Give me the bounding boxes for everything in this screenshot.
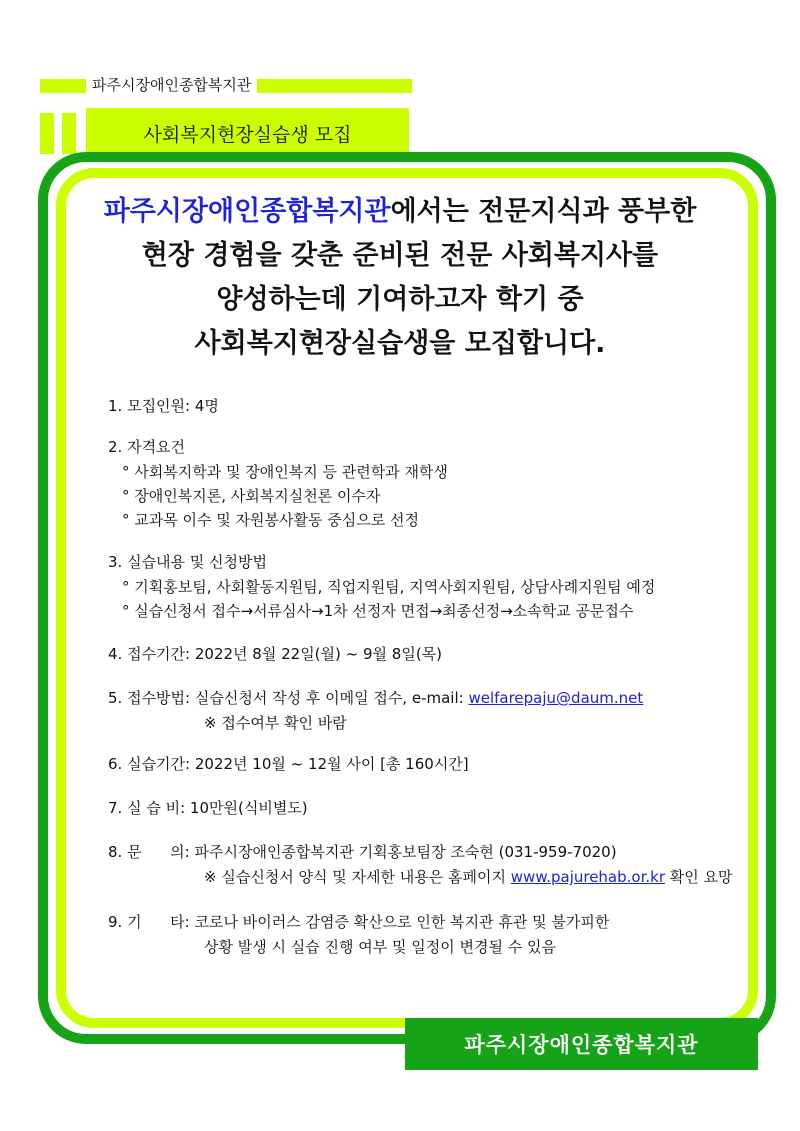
- section-value: : 2022년 8월 22일(월) ~ 9월 8일(목): [185, 645, 443, 663]
- section-label: 3. 실습내용 및 신청방법: [108, 553, 268, 571]
- section-label: 1. 모집인원: [108, 397, 186, 415]
- headline-line-1: [80, 190, 720, 234]
- list-item: ° 기획홍보팀, 사회활동지원팀, 직업지원팀, 지역사회지원팀, 상담사례지원팀 예정: [122, 578, 656, 596]
- headline-org-name: 파주시장애인종합복지관: [103, 196, 391, 227]
- section-value: : 4명: [185, 397, 219, 415]
- section-value: : 파주시장애인종합복지관 기획홍보팀장 조숙현 (031-959-7020): [184, 843, 617, 861]
- section-value: : 실습신청서 작성 후 이메일 접수, e-mail:: [185, 689, 469, 707]
- footer-org-banner: 파주시장애인종합복지관: [405, 1018, 758, 1070]
- header-org-label: 파주시장애인종합복지관: [86, 73, 257, 97]
- section-label: 5. 접수방법: [108, 689, 186, 707]
- section-recruit-count: [108, 393, 738, 419]
- section-value: : 10만원(식비별도): [180, 799, 308, 817]
- section-application-period: [108, 641, 738, 667]
- section-note: [108, 865, 738, 889]
- headline-line-2: 현장 경험을 갖춘 준비된 전문 사회복지사를: [141, 240, 659, 271]
- note-text-end: 확인 요망: [665, 868, 733, 886]
- section-label: 8. 문 의: [108, 843, 185, 861]
- note-text: ※ 실습신청서 양식 및 자세한 내용은 홈페이지: [204, 868, 511, 886]
- section-fee: [108, 795, 738, 821]
- section-label: 6. 실습기간: [108, 755, 186, 773]
- section-content-method: [108, 549, 738, 623]
- recruitment-details: [108, 393, 738, 959]
- section-qualifications: [108, 434, 738, 532]
- list-item: ° 실습신청서 접수→서류심사→1차 선정자 면접→최종선정→소속학교 공문접수: [122, 602, 634, 620]
- list-item: ° 교과목 이수 및 자원봉사활동 중심으로 선정: [122, 511, 419, 529]
- headline-line-4: 사회복지현장실습생을 모집합니다.: [194, 328, 606, 359]
- section-contact: [108, 839, 738, 889]
- section-note: ※ 접수여부 확인 바람: [204, 714, 347, 732]
- header-vertical-bar-1: [40, 113, 54, 154]
- list-item: ° 사회복지학과 및 장애인복지 등 관련학과 재학생: [122, 463, 448, 481]
- homepage-link[interactable]: www.pajurehab.or.kr: [510, 868, 666, 886]
- section-label: 9. 기 타: [108, 913, 185, 931]
- section-value-continued: 상황 발생 시 실습 진행 여부 및 일정이 변경될 수 있음: [204, 938, 556, 956]
- section-value: : 2022년 10월 ~ 12월 사이 [총 160시간]: [185, 755, 469, 773]
- section-etc: [108, 909, 738, 959]
- header-vertical-bar-2: [62, 113, 76, 154]
- section-label: 7. 실 습 비: [108, 799, 181, 817]
- section-value: : 코로나 바이러스 감염증 확산으로 인한 복지관 휴관 및 불가피한: [184, 913, 610, 931]
- section-label: 2. 자격요건: [108, 438, 186, 456]
- section-practice-period: [108, 751, 738, 777]
- headline-line-3: 양성하는데 기여하고자 학기 중: [216, 284, 584, 315]
- section-label: 4. 접수기간: [108, 645, 186, 663]
- list-item: ° 장애인복지론, 사회복지실천론 이수자: [122, 487, 381, 505]
- headline-line-1-rest: 에서는 전문지식과 풍부한: [390, 196, 697, 227]
- headline: [80, 190, 720, 366]
- page-title: 사회복지현장실습생 모집: [86, 108, 409, 158]
- section-application-method: [108, 685, 738, 735]
- email-link[interactable]: welfarepaju@daum.net: [468, 689, 644, 707]
